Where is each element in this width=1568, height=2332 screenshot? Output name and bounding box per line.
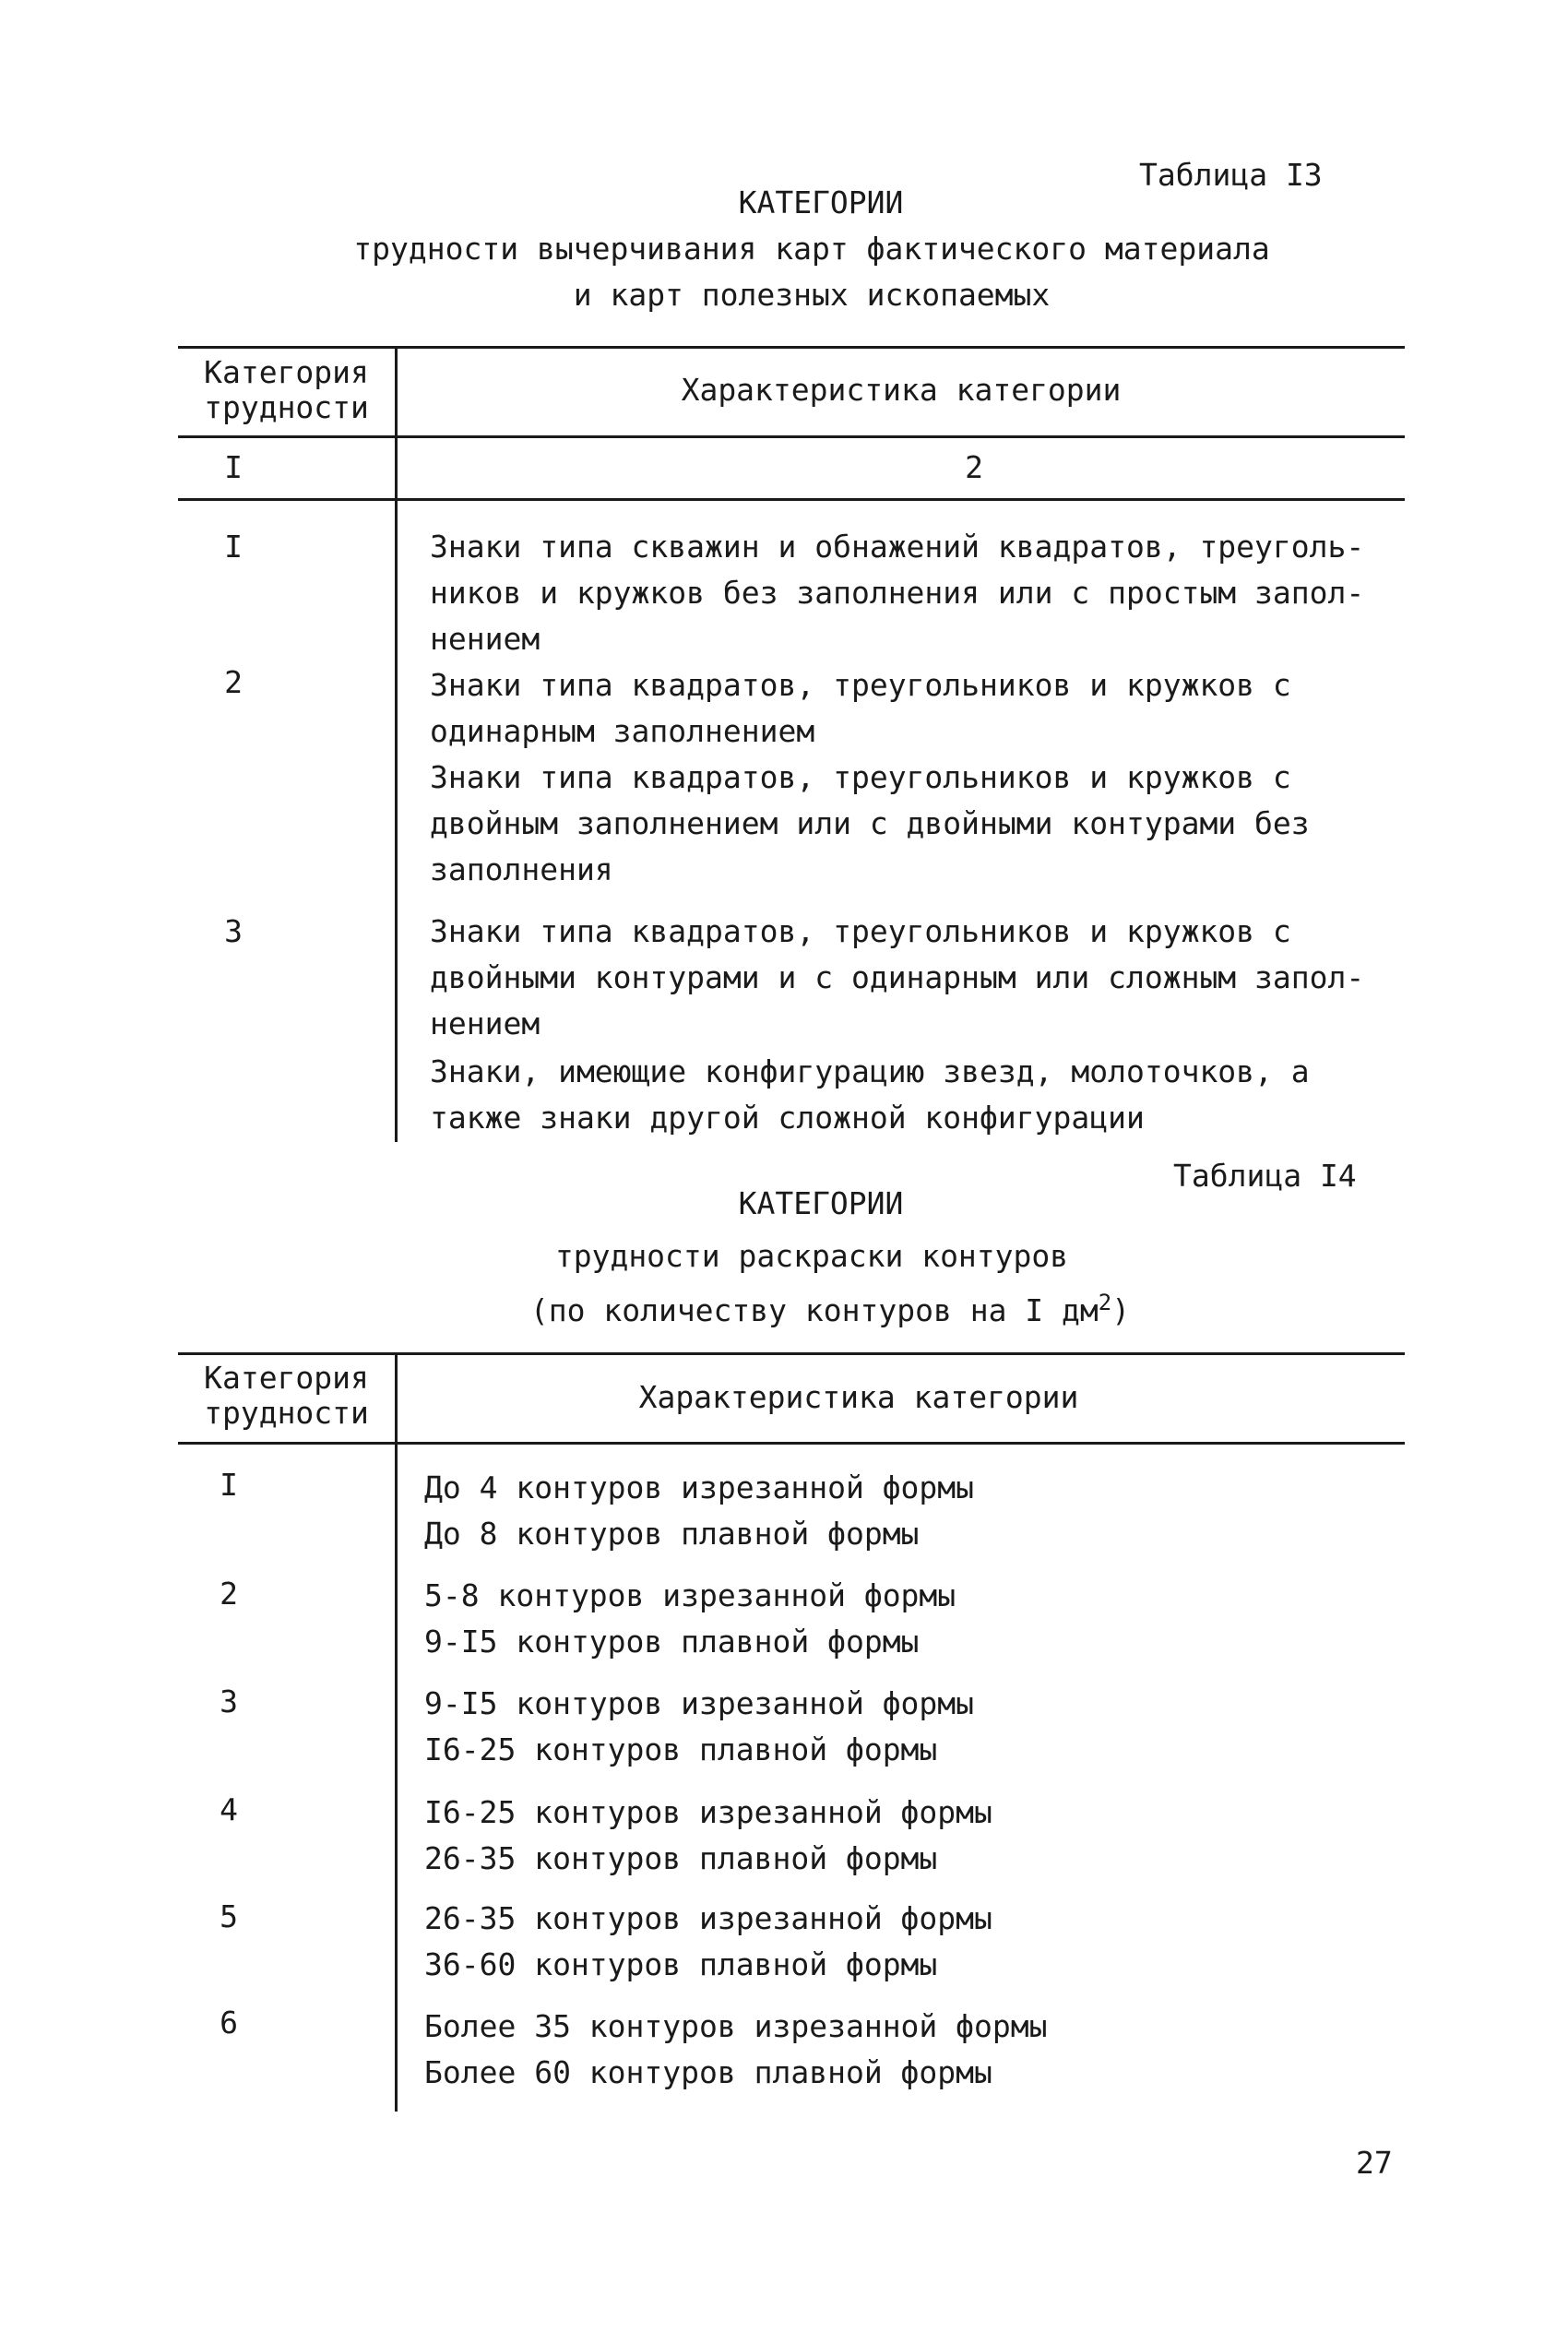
table14-row3-line2: I6-25 контуров плавной формы bbox=[424, 1731, 938, 1767]
table14-row1-cat: I bbox=[220, 1467, 238, 1503]
table13-col1-header-line2: трудности bbox=[204, 389, 369, 425]
table13-colnum-1: I bbox=[224, 449, 243, 485]
table13-cat2b-line1: Знаки типа квадратов, треугольников и кружков с bbox=[430, 759, 1291, 795]
table13-header-rule bbox=[178, 435, 1405, 438]
table14-row5-line2: 36-60 контуров плавной формы bbox=[424, 1946, 938, 1982]
table13-cat1-line3: нением bbox=[430, 621, 540, 657]
table14-row2-line2: 9-I5 контуров плавной формы bbox=[424, 1624, 920, 1660]
table14-header-rule bbox=[178, 1442, 1405, 1445]
table14-row3-line1: 9-I5 контуров изрезанной формы bbox=[424, 1685, 975, 1721]
table13-cat3-text-a bbox=[430, 909, 1364, 1047]
table13-cat2a-line1: Знаки типа квадратов, треугольников и кружков с bbox=[430, 667, 1291, 703]
table14-row1-line1: До 4 контуров изрезанной формы bbox=[424, 1469, 975, 1505]
table13-colnum-rule bbox=[178, 498, 1405, 501]
table14-subtitle-sup: 2 bbox=[1098, 1290, 1112, 1315]
table13-col2-header: Характеристика категории bbox=[681, 372, 1122, 408]
table13-subtitle-2: и карт полезных ископаемых bbox=[573, 277, 1051, 313]
table14-col2-header: Характеристика категории bbox=[638, 1379, 1079, 1415]
table13-cat2b-line3: заполнения bbox=[430, 851, 613, 887]
table14-row1-line2: До 8 контуров плавной формы bbox=[424, 1516, 920, 1552]
table13-cat1-line1: Знаки типа скважин и обнажений квадратов, треуголь- bbox=[430, 529, 1365, 565]
page-number: 27 bbox=[1356, 2145, 1393, 2181]
table13-cat3: 3 bbox=[224, 913, 243, 949]
table14-column-divider bbox=[395, 1355, 398, 2112]
table14-row3-text bbox=[424, 1681, 974, 1773]
table14-title: КАТЕГОРИИ bbox=[738, 1185, 904, 1221]
table13-cat1-line2: ников и кружков без заполнения или с простым запол- bbox=[430, 575, 1365, 611]
table13-top-rule bbox=[178, 346, 1405, 349]
table13-cat1-text bbox=[430, 524, 1364, 662]
table14-col1-header-line1: Категория bbox=[204, 1360, 369, 1396]
table13-cat2-text-a bbox=[430, 662, 1291, 755]
table14-row3-cat: 3 bbox=[220, 1684, 238, 1719]
table14-row4-cat: 4 bbox=[220, 1791, 238, 1827]
table14-col1-header-line2: трудности bbox=[204, 1395, 369, 1431]
table13-col1-header bbox=[178, 355, 395, 425]
table14-row5-line1: 26-35 контуров изрезанной формы bbox=[424, 1900, 992, 1936]
table14-top-rule bbox=[178, 1352, 1405, 1355]
table13-cat3b-line1: Знаки, имеющие конфигурацию звезд, молоточков, а bbox=[430, 1053, 1310, 1089]
table14-row5-cat: 5 bbox=[220, 1898, 238, 1934]
table13-cat1: I bbox=[224, 529, 243, 565]
table14-row4-line2: 26-35 контуров плавной формы bbox=[424, 1840, 938, 1876]
table13-title: КАТЕГОРИИ bbox=[738, 184, 904, 220]
table13-cat2a-line2: одинарным заполнением bbox=[430, 713, 815, 749]
table14-row2-cat: 2 bbox=[220, 1576, 238, 1612]
table14-row2-line1: 5-8 контуров изрезанной формы bbox=[424, 1577, 956, 1613]
table14-row1-text bbox=[424, 1465, 974, 1557]
table14-row2-text bbox=[424, 1573, 956, 1665]
table13-cat3a-line3: нением bbox=[430, 1005, 540, 1041]
table14-row5-text bbox=[424, 1896, 992, 1988]
table13-label: Таблица I3 bbox=[1139, 157, 1323, 193]
table14-row6-text bbox=[424, 2004, 1048, 2096]
table14-row4-line1: I6-25 контуров изрезанной формы bbox=[424, 1794, 992, 1830]
table14-subtitle-close: ) bbox=[1111, 1292, 1131, 1328]
table14-row6-line1: Более 35 контуров изрезанной формы bbox=[424, 2008, 1048, 2044]
table13-cat3-text-b bbox=[430, 1049, 1310, 1141]
table13-cat2b-line2: двойным заполнением или с двойными контурами без bbox=[430, 805, 1310, 841]
table14-col1-header bbox=[178, 1361, 395, 1431]
table14-subtitle-2-text: (по количеству контуров на I дм bbox=[529, 1292, 1099, 1328]
table13-cat2-text-b bbox=[430, 755, 1310, 893]
table14-row6-cat: 6 bbox=[220, 2005, 238, 2040]
table14-label: Таблица I4 bbox=[1173, 1158, 1357, 1194]
table14-row4-text bbox=[424, 1790, 992, 1882]
table14-row6-line2: Более 60 контуров плавной формы bbox=[424, 2054, 992, 2090]
table13-cat3a-line2: двойными контурами и с одинарным или сложным запол- bbox=[430, 959, 1365, 995]
table13-cat2: 2 bbox=[224, 664, 243, 700]
table13-colnum-2: 2 bbox=[965, 449, 983, 485]
table13-col1-header-line1: Категория bbox=[204, 354, 369, 390]
table14-subtitle-1: трудности раскраски контуров bbox=[554, 1238, 1069, 1274]
table13-cat3a-line1: Знаки типа квадратов, треугольников и кружков с bbox=[430, 913, 1291, 949]
table13-cat3b-line2: также знаки другой сложной конфигурации bbox=[430, 1100, 1145, 1136]
table13-subtitle-1: трудности вычерчивания карт фактического материала bbox=[353, 231, 1270, 267]
table14-subtitle-2 bbox=[0, 1279, 1568, 1334]
